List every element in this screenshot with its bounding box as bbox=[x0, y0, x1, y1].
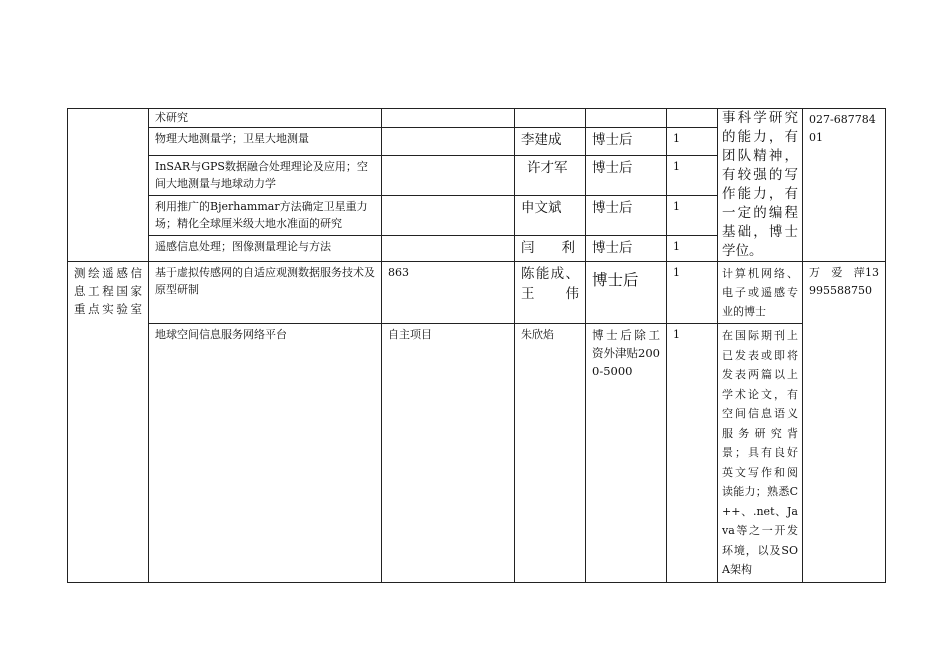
requirement-cell: 计算机网络、电子或遥感专业的博士 bbox=[718, 262, 803, 324]
mentor-cell bbox=[515, 109, 586, 128]
topic-cell: 物理大地测量学；卫星大地测量 bbox=[149, 127, 382, 155]
org-cell: 测绘遥感信息工程国家重点实验室 bbox=[68, 262, 149, 583]
count-cell: 1 bbox=[667, 236, 718, 262]
mentor-cell: 申文斌 bbox=[515, 195, 586, 235]
table-row bbox=[68, 262, 886, 324]
type-cell bbox=[586, 109, 667, 128]
table-row bbox=[68, 324, 886, 583]
count-cell: 1 bbox=[667, 155, 718, 195]
topic-cell: 利用推广的Bjerhammar方法确定卫星重力场；精化全球厘米级大地水准面的研究 bbox=[149, 195, 382, 235]
mentor-cell: 许才军 bbox=[515, 155, 586, 195]
org-cell-previous bbox=[68, 109, 149, 262]
count-cell: 1 bbox=[667, 127, 718, 155]
contact-cell: 027-68778401 bbox=[803, 109, 886, 262]
count-cell: 1 bbox=[667, 324, 718, 583]
source-cell: 863 bbox=[382, 262, 515, 324]
count-cell bbox=[667, 109, 718, 128]
count-cell: 1 bbox=[667, 262, 718, 324]
requirement-cell: 事科学研究的能力，有团队精神，有较强的写作能力，有一定的编程基础，博士学位。 bbox=[718, 109, 803, 262]
topic-cell: 地球空间信息服务网络平台 bbox=[149, 324, 382, 583]
topic-cell: 术研究 bbox=[149, 109, 382, 128]
type-cell: 博士后 bbox=[586, 236, 667, 262]
requirement-cell: 在国际期刊上已发表或即将发表两篇以上学术论文，有空间信息语义服务研究背景；具有良好英文写作和阅读能力；熟悉C++、.net、Java等之一开发环境，以及SOA架构 bbox=[718, 324, 803, 583]
topic-cell: 基于虚拟传感网的自适应观测数据服务技术及原型研制 bbox=[149, 262, 382, 324]
source-cell: 自主项目 bbox=[382, 324, 515, 583]
mentor-cell: 陈能成、王 伟 bbox=[515, 262, 586, 324]
type-cell: 博士后 bbox=[586, 262, 667, 324]
type-cell: 博士后 bbox=[586, 155, 667, 195]
source-cell bbox=[382, 155, 515, 195]
mentor-cell: 李建成 bbox=[515, 127, 586, 155]
mentor-cell: 朱欣焰 bbox=[515, 324, 586, 583]
topic-cell: 遥感信息处理；图像测量理论与方法 bbox=[149, 236, 382, 262]
mentor-cell: 闫 利 bbox=[515, 236, 586, 262]
positions-table bbox=[67, 108, 886, 583]
source-cell bbox=[382, 127, 515, 155]
source-cell bbox=[382, 195, 515, 235]
table-row bbox=[68, 109, 886, 128]
contact-cell: 万 爱 萍13995588750 bbox=[803, 262, 886, 583]
topic-cell: InSAR与GPS数据融合处理理论及应用；空间大地测量与地球动力学 bbox=[149, 155, 382, 195]
count-cell: 1 bbox=[667, 195, 718, 235]
source-cell bbox=[382, 109, 515, 128]
type-cell: 博士后 bbox=[586, 127, 667, 155]
type-cell: 博士后除工资外津贴2000-5000 bbox=[586, 324, 667, 583]
type-cell: 博士后 bbox=[586, 195, 667, 235]
source-cell bbox=[382, 236, 515, 262]
